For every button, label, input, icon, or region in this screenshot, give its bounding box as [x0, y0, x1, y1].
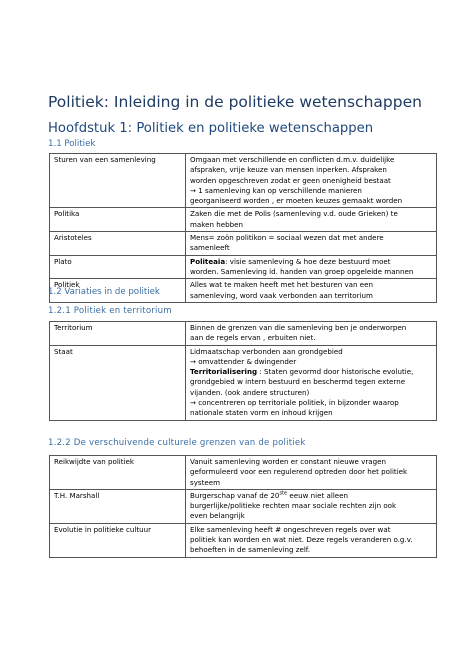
- definition-line: → concentreren op territoriale politiek, in bijzonder waarop: [190, 398, 399, 408]
- term-cell: Aristoteles: [50, 232, 186, 256]
- definition-line: grondgebied w intern bestuurd en beschermd tegen externe: [190, 377, 406, 387]
- table-row: [50, 232, 437, 256]
- term-cell: Sturen van een samenleving: [50, 154, 186, 208]
- superscript: ste: [279, 490, 288, 497]
- definition-cell: [186, 255, 437, 279]
- definition-cell: [186, 345, 437, 420]
- definition-line: worden. Samenleving id. handen van groep opgeleide mannen: [190, 266, 414, 276]
- definition-text: eeuw niet alleen: [287, 490, 349, 500]
- section-heading-1-2-1: 1.2.1 Politiek en territorium: [48, 306, 172, 316]
- definition-line: → omvattender & dwingender: [190, 356, 297, 366]
- definition-text: : visie samenleving & hoe deze bestuurd moet: [225, 256, 391, 266]
- definition-cell: [186, 154, 437, 208]
- definition-line: vijanden. (ook andere structuren): [190, 387, 310, 397]
- table-row: [50, 345, 437, 420]
- definition-line: Omgaan met verschillende en conflicten d.m.v. duidelijke: [190, 155, 395, 164]
- definitions-table-politiek: [49, 153, 437, 303]
- definition-line: Mens= zoön politikon = sociaal wezen dat met andere: [190, 233, 384, 243]
- table-row: [50, 208, 437, 232]
- table-row: [50, 489, 437, 523]
- section-heading-1-2: 1.2 Variaties in de politiek: [48, 287, 160, 297]
- term-cell: Reikwijdte van politiek: [50, 456, 186, 490]
- definition-line: georganiseerd worden , er moeten keuzes gemaakt worden: [190, 196, 403, 206]
- table-row: [50, 523, 437, 557]
- definition-line: even belangrijk: [190, 511, 245, 521]
- definition-line: systeem: [190, 477, 221, 487]
- definition-line: Zaken die met de Polis (samenleving v.d. oude Grieken) te: [190, 209, 398, 219]
- definition-line: samenleving, word vaak verbonden aan territorium: [190, 290, 373, 300]
- chapter-heading: Hoofdstuk 1: Politiek en politieke wetenschappen: [48, 121, 374, 136]
- bold-term: Territorialisering: [190, 367, 258, 377]
- table-row: [50, 255, 437, 279]
- term-cell: Politiek: [50, 279, 186, 303]
- term-cell: Staat: [50, 345, 186, 420]
- definition-text: : Staten gevormd door historische evolutie,: [257, 367, 414, 377]
- definition-line: → 1 samenleving kan op verschillende manieren: [190, 185, 362, 195]
- definition-line: worden opgeschreven zodat er geen onenigheid bestaat: [190, 175, 391, 185]
- definition-line: aan de regels ervan , erbuiten niet.: [190, 333, 316, 343]
- table-row: [50, 456, 437, 490]
- definition-cell: [186, 489, 437, 523]
- definitions-table-culturele-grenzen: [49, 455, 437, 558]
- term-cell: Plato: [50, 255, 186, 279]
- definition-line: geformuleerd voor een regulerend optreden door het politiek: [190, 467, 408, 477]
- table-row: [50, 154, 437, 208]
- definition-line: politiek kan worden en wat niet. Deze regels veranderen o.g.v.: [190, 535, 413, 545]
- definitions-table-territorium: [49, 321, 437, 421]
- definition-line: Lidmaatschap verbonden aan grondgebied: [190, 346, 343, 356]
- definition-line: Elke samenleving heeft # ongeschreven regels over wat: [190, 524, 391, 534]
- term-cell: T.H. Marshall: [50, 489, 186, 523]
- definition-line: Vanuit samenleving worden er constant nieuwe vragen: [190, 457, 386, 466]
- definition-line: Alles wat te maken heeft met het besturen van een: [190, 280, 373, 290]
- definition-line: Binnen de grenzen van die samenleving ben je onderworpen: [190, 323, 407, 332]
- bold-term: Politeaia: [190, 256, 226, 266]
- term-cell: Politika: [50, 208, 186, 232]
- section-heading-1-1: 1.1 Politiek: [48, 139, 96, 149]
- definition-line: behoeften in de samenleving zelf.: [190, 545, 311, 555]
- table-row: [50, 322, 437, 346]
- document-title: Politiek: Inleiding in de politieke wetenschappen: [48, 93, 422, 111]
- definition-cell: [186, 208, 437, 232]
- definition-line: maken hebben: [190, 219, 243, 229]
- definition-cell: [186, 523, 437, 557]
- definition-cell: [186, 232, 437, 256]
- definition-line: samenleeft: [190, 243, 230, 253]
- definition-cell: [186, 279, 437, 303]
- definition-line: burgerlijke/politieke rechten maar sociale rechten zijn ook: [190, 501, 397, 511]
- definition-line: afspraken, vrije keuze van mensen inperken. Afspraken: [190, 165, 387, 175]
- term-cell: Territorium: [50, 322, 186, 346]
- definition-cell: [186, 322, 437, 346]
- definition-line: nationale staten vorm en inhoud krijgen: [190, 408, 333, 418]
- definition-text: Burgerschap vanaf de 20: [190, 490, 280, 500]
- term-cell: Evolutie in politieke cultuur: [50, 523, 186, 557]
- section-heading-1-2-2: 1.2.2 De verschuivende culturele grenzen van de politiek: [48, 438, 306, 448]
- definition-cell: [186, 456, 437, 490]
